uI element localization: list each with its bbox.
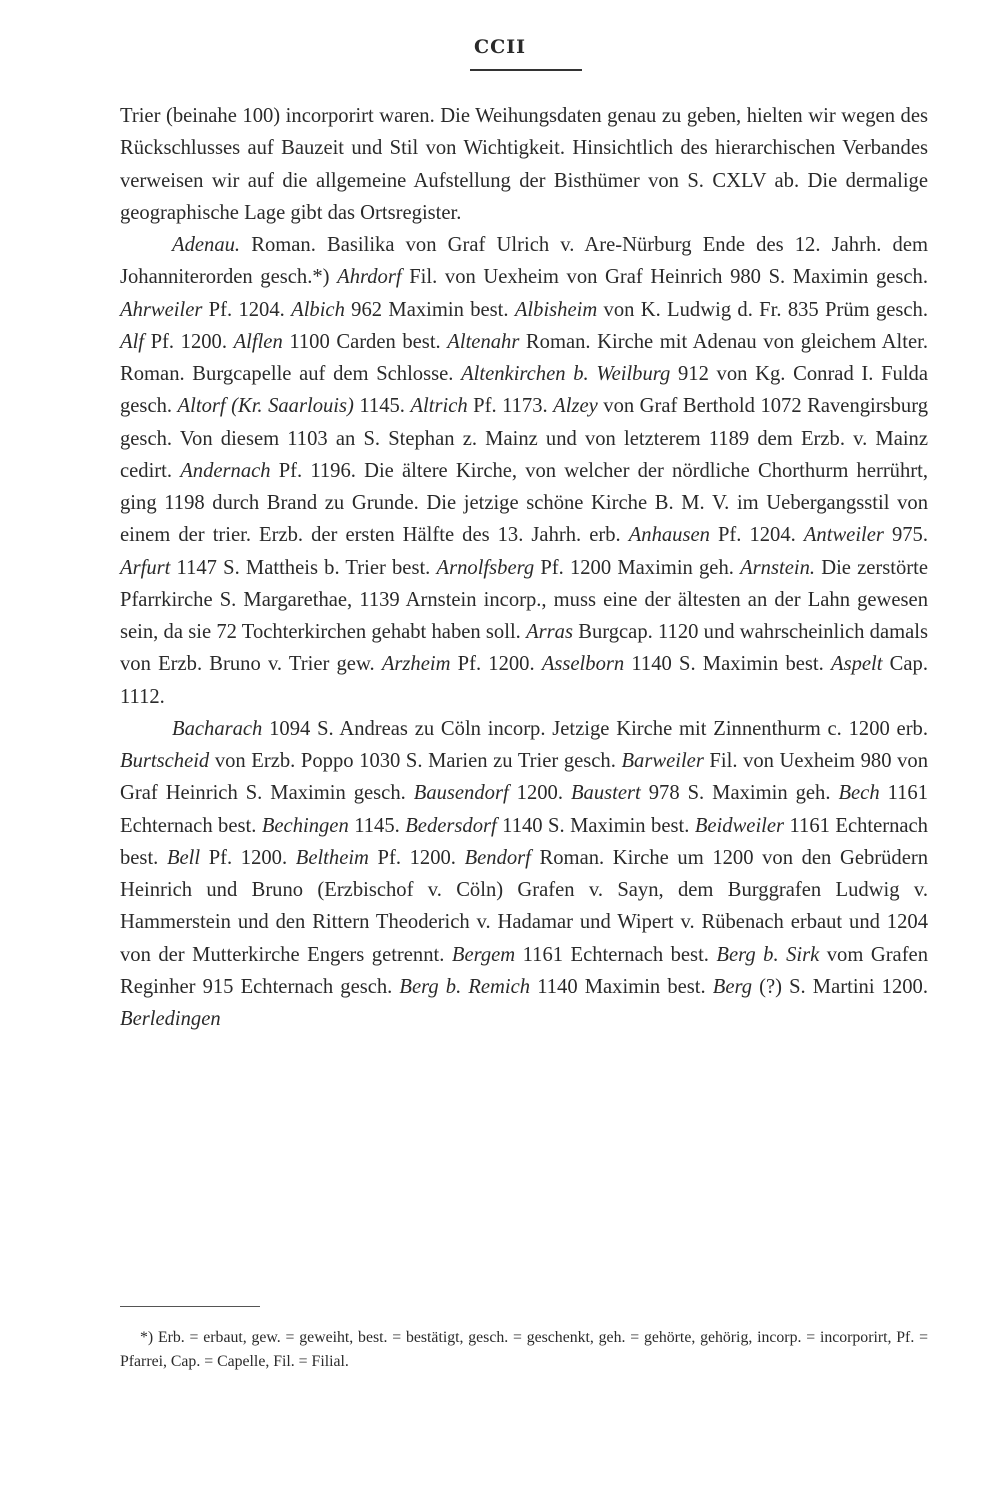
place-name: Albich — [291, 298, 345, 321]
paragraph-intro — [120, 100, 928, 229]
entry-text: 1161 Echternach best. — [515, 943, 717, 966]
entry-text: 1147 S. Mattheis b. Trier best. — [170, 556, 437, 579]
entry-text: Fil. von Uexheim von Graf Heinrich 980 S. Maximin gesch. — [401, 266, 928, 289]
entry-text: 1094 S. Andreas zu Cöln incorp. Jetzige Kirche mit Zinnenthurm c. 1200 erb. — [262, 717, 928, 740]
place-name: Bech — [838, 782, 880, 805]
entry-text: 1200. — [508, 782, 571, 805]
entry-text: 975. — [883, 524, 928, 547]
place-name: Altrich — [410, 395, 468, 418]
place-name: Berg b. Remich — [399, 975, 531, 998]
place-name: Beidweiler — [694, 814, 785, 837]
entry-text: Fil. von Uexheim 980 von Graf Heinrich S. Maximin gesch. — [120, 750, 928, 805]
entry-text: Roman. Kirche um 1200 von den Gebrüdern Heinrich und Bruno (Erzbischof v. Cöln) Grafen v. Sayn, dem Burggrafen Ludwig v. Hammerstein und den Rittern Theoderich v. Hadamar und Wipert v. Rübenach erbaut und 1204 von der Mutterkirche Engers getrennt. — [120, 846, 929, 966]
place-name: Bedersdorf — [405, 814, 497, 837]
entry-text: 1140 S. Maximin best. — [496, 814, 695, 837]
entry-text: Pf. 1200. — [368, 846, 465, 869]
body-text — [120, 100, 928, 1035]
place-name: Aspelt — [830, 653, 883, 676]
page-number-rule — [470, 69, 582, 71]
place-name: Berg b. Sirk — [716, 943, 820, 966]
entry-text: Roman. Basilika von Graf Ulrich v. Are-Nürburg Ende des 12. Jahrh. dem Johanniterorden gesch.*) — [120, 234, 928, 289]
place-name: Barweiler — [621, 750, 704, 772]
entry-text: Pf. 1196. Die ältere Kirche, von welcher der nördliche Chorthurm herrührt, ging 1198 durch Brand zu Grunde. Die jetzige schöne Kirche B. M. V. im Uebergangsstil von einem der trier. Erzb. der ersten Hälfte des 13. Jahrh. erb. — [120, 459, 928, 547]
entry-text: Pf. 1200. — [450, 653, 542, 676]
place-name: Beltheim — [295, 846, 369, 869]
place-name: Bechingen — [261, 814, 349, 837]
entry-text: Cap. 1112. — [120, 653, 928, 708]
entry-text: von Graf Berthold 1072 Ravengirsburg gesch. Von diesem 1103 an S. Stephan z. Mainz und von letzterem 1189 dem Erzb. v. Mainz cedirt. — [120, 395, 929, 482]
entry-text: Pf. 1200. — [144, 330, 234, 353]
place-name: Ahrweiler — [120, 298, 203, 321]
entry-text: 978 S. Maximin geh. — [640, 782, 839, 805]
place-name: Albisheim — [514, 298, 598, 321]
entry-text: 1100 Carden best. — [282, 330, 448, 353]
place-name: Alzey — [553, 395, 598, 418]
place-name: Ahrdorf — [337, 266, 402, 289]
place-name: Baustert — [570, 782, 641, 805]
footnote-rule — [120, 1306, 260, 1307]
entry-text: Trier (beinahe 100) incorporirt waren. Die Weihungsdaten genau zu geben, hielten wir wegen des Rückschlusses auf Bauzeit und Stil von Wichtigkeit. Hinsichtlich des hierarchischen Verbandes verweisen wir auf die allgemeine Aufstellung der Bisthümer von S. CXLV ab. Die dermalige geographische Lage gibt das Ortsregister. — [120, 105, 928, 224]
entry-text: vom Grafen Reginher 915 Echternach gesch. — [120, 943, 928, 998]
place-name: Bausendorf — [413, 782, 509, 805]
place-name: Altenkirchen b. Weilburg — [461, 363, 671, 385]
place-name: Arfurt — [120, 556, 171, 579]
place-name: Asselborn — [541, 653, 625, 676]
entry-text: 1161 Echternach best. — [120, 782, 929, 837]
place-name: Bacharach — [172, 717, 263, 740]
place-name: Andernach — [180, 459, 271, 482]
page-number: CCII — [473, 36, 527, 58]
place-name: Arras — [526, 621, 573, 643]
place-name: Anhausen — [628, 524, 710, 547]
entry-text: 1145. — [353, 395, 411, 418]
place-name: Adenau. — [172, 234, 241, 256]
entry-text: 1161 Echternach best. — [120, 814, 928, 869]
place-name: Burtscheid — [120, 750, 210, 772]
entry-text: (?) S. Martini 1200. — [752, 975, 928, 998]
entry-text: 1145. — [348, 814, 406, 837]
entry-text: Die zerstörte Pfarrkirche S. Margarethae, 1139 Arnstein incorp., muss eine der ältesten an der Lahn gewesen sein, da sie 72 Tochterkirchen gehabt haben soll. — [120, 556, 928, 643]
entry-text: von Erzb. Poppo 1030 S. Marien zu Trier gesch. — [209, 750, 622, 772]
place-name: Alflen — [233, 330, 283, 353]
entry-text: Burgcap. 1120 und wahrscheinlich damals von Erzb. Bruno v. Trier gew. — [120, 621, 929, 676]
place-name: Arnolfsberg — [436, 556, 535, 579]
place-name: Berledingen — [120, 1008, 221, 1030]
place-name: Antweiler — [803, 524, 884, 547]
entry-text: 1140 Maximin best. — [530, 975, 713, 998]
place-name: Altorf (Kr. Saarlouis) — [177, 395, 354, 418]
entry-text: von K. Ludwig d. Fr. 835 Prüm gesch. — [597, 298, 928, 321]
place-name: Bergem — [451, 943, 516, 966]
entry-text: Pf. 1173. — [467, 395, 554, 418]
place-name: Bendorf — [464, 846, 531, 869]
entry-text: Pf. 1204. — [709, 524, 804, 547]
entry-text: 962 Maximin best. — [344, 298, 515, 321]
place-name: Arzheim — [381, 653, 451, 676]
entry-text: Roman. Kirche mit Adenau von gleichem Alter. Roman. Burgcapelle auf dem Schlosse. — [120, 330, 928, 385]
place-name: Alf — [120, 330, 145, 353]
footnote: *) Erb. = erbaut, gew. = geweiht, best. = bestätigt, gesch. = geschenkt, geh. = gehörte, gehörig, incorp. = incorporirt, Pf. = Pfarrei, Cap. = Capelle, Fil. = Filial. — [120, 1329, 928, 1370]
entry-text: Pf. 1200 Maximin geh. — [534, 556, 741, 579]
entry-text: 912 von Kg. Conrad I. Fulda gesch. — [120, 363, 928, 418]
paragraph-b-entries — [120, 713, 928, 1036]
place-name: Berg — [712, 975, 753, 998]
entry-text: Pf. 1204. — [202, 298, 292, 321]
entry-text: 1140 S. Maximin best. — [624, 653, 831, 676]
place-name: Bell — [166, 846, 201, 869]
entry-text: Pf. 1200. — [200, 846, 296, 869]
place-name: Altenahr — [447, 330, 520, 353]
place-name: Arnstein. — [740, 556, 816, 579]
paragraph-a-entries — [120, 229, 928, 713]
